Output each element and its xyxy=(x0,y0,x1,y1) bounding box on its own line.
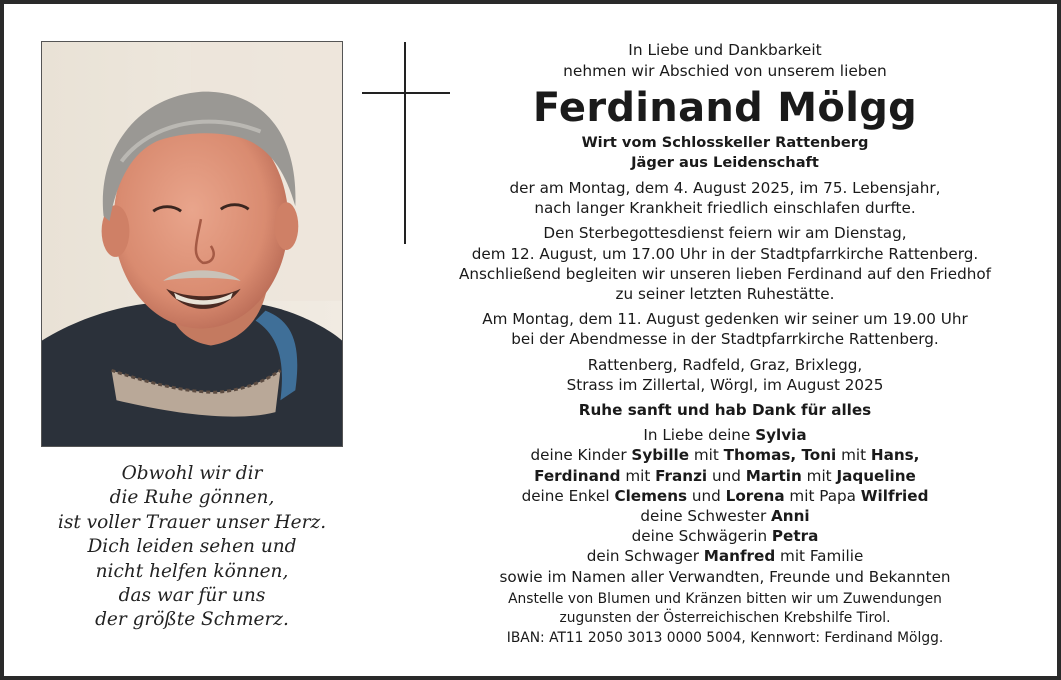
family-member: Clemens xyxy=(614,486,688,505)
intro-line: nehmen wir Abschied von unserem lieben xyxy=(563,62,887,80)
farewell xyxy=(434,400,1016,420)
family-line xyxy=(434,445,1016,465)
funeral-line: Den Sterbegottesdienst feiern wir am Dienstag, xyxy=(543,224,907,243)
family-text: deine Enkel xyxy=(521,486,615,505)
funeral-line: zu seiner letzten Ruhestätte. xyxy=(615,285,835,304)
memorial-line: Am Montag, dem 11. August gedenken wir seiner um 19.00 Uhr xyxy=(482,310,968,329)
intro-line: In Liebe und Dankbarkeit xyxy=(628,41,822,59)
family-line xyxy=(434,486,1016,506)
family-member: Jaqueline xyxy=(836,466,916,485)
family-member: Martin xyxy=(745,466,802,485)
family-text: mit xyxy=(836,446,871,465)
family-line: sowie im Namen aller Verwandten, Freunde und Bekannten xyxy=(499,567,951,586)
poem-line: ist voller Trauer unser Herz. xyxy=(57,511,327,533)
family-text: mit Papa xyxy=(784,486,861,505)
family-text: und xyxy=(707,466,746,485)
family-text: deine Schwester xyxy=(640,507,772,526)
family-text: mit Familie xyxy=(775,547,864,566)
poem-line: der größte Schmerz. xyxy=(95,609,289,631)
portrait-illustration xyxy=(42,42,342,446)
donation-line: IBAN: AT11 2050 3013 0000 5004, Kennwort: Ferdinand Mölgg. xyxy=(506,629,944,646)
family-text: mit xyxy=(620,466,656,485)
family-list xyxy=(434,425,1016,587)
family-text: mit xyxy=(689,446,724,465)
memorial-line: bei der Abendmesse in der Stadtpfarrkirche Rattenberg. xyxy=(511,330,939,349)
poem-line: Obwohl wir dir xyxy=(121,463,263,484)
death-notice-line: der am Montag, dem 4. August 2025, im 75. Lebensjahr, xyxy=(509,179,941,197)
place-date-line: Strass im Zillertal, Wörgl, im August 2025 xyxy=(566,375,884,394)
subtitle-line: Wirt vom Schlosskeller Rattenberg xyxy=(581,134,869,151)
poem-line: die Ruhe gönnen, xyxy=(109,487,275,509)
family-member: Hans, xyxy=(870,446,920,465)
family-member: Thomas, Toni xyxy=(723,446,837,465)
portrait-photo xyxy=(41,41,343,447)
family-member: Lorena xyxy=(725,486,785,505)
family-line xyxy=(434,546,1016,566)
family-line xyxy=(434,506,1016,526)
obituary-text xyxy=(434,40,1016,648)
subtitle-line: Jäger aus Leidenschaft xyxy=(631,154,819,171)
donation-info xyxy=(434,590,1016,649)
place-date xyxy=(434,355,1016,395)
funeral-info xyxy=(434,223,1016,304)
family-line xyxy=(434,466,1016,486)
cross-icon xyxy=(404,42,406,244)
place-date-line: Rattenberg, Radfeld, Graz, Brixlegg, xyxy=(587,355,863,374)
family-text: deine Kinder xyxy=(530,446,632,465)
donation-line: Anstelle von Blumen und Kränzen bitten wir um Zuwendungen xyxy=(508,590,942,607)
family-text: mit xyxy=(801,466,837,485)
family-member: Sylvia xyxy=(755,426,807,445)
family-text: In Liebe deine xyxy=(643,426,756,445)
family-member: Anni xyxy=(771,507,810,526)
family-member: Manfred xyxy=(703,547,776,566)
family-member: Franzi xyxy=(655,466,708,485)
family-line xyxy=(434,526,1016,546)
subtitles xyxy=(434,133,1016,173)
death-notice-line: nach langer Krankheit friedlich einschlafen durfte. xyxy=(534,199,916,218)
family-line xyxy=(434,425,1016,445)
intro xyxy=(434,40,1016,82)
family-text: deine Schwägerin xyxy=(631,527,772,546)
family-text: dein Schwager xyxy=(586,547,704,566)
family-member: Petra xyxy=(771,527,819,546)
funeral-line: dem 12. August, um 17.00 Uhr in der Stadtpfarrkirche Rattenberg. xyxy=(471,244,979,263)
death-notice xyxy=(434,178,1016,218)
family-member: Wilfried xyxy=(860,486,929,505)
family-text: und xyxy=(687,486,726,505)
poem-line: Dich leiden sehen und xyxy=(87,536,297,558)
funeral-line: Anschließend begleiten wir unseren lieben Ferdinand auf den Friedhof xyxy=(459,264,991,283)
family-member: Ferdinand xyxy=(534,466,621,485)
poem xyxy=(41,462,343,633)
donation-line: zugunsten der Österreichischen Krebshilfe Tirol. xyxy=(559,610,891,627)
poem-line: nicht helfen können, xyxy=(95,560,289,582)
deceased-name: Ferdinand Mölgg xyxy=(532,85,918,131)
poem-line: das war für uns xyxy=(118,585,266,607)
family-member: Sybille xyxy=(631,446,690,465)
farewell-line: Ruhe sanft und hab Dank für alles xyxy=(578,401,872,420)
memorial-info xyxy=(434,309,1016,349)
